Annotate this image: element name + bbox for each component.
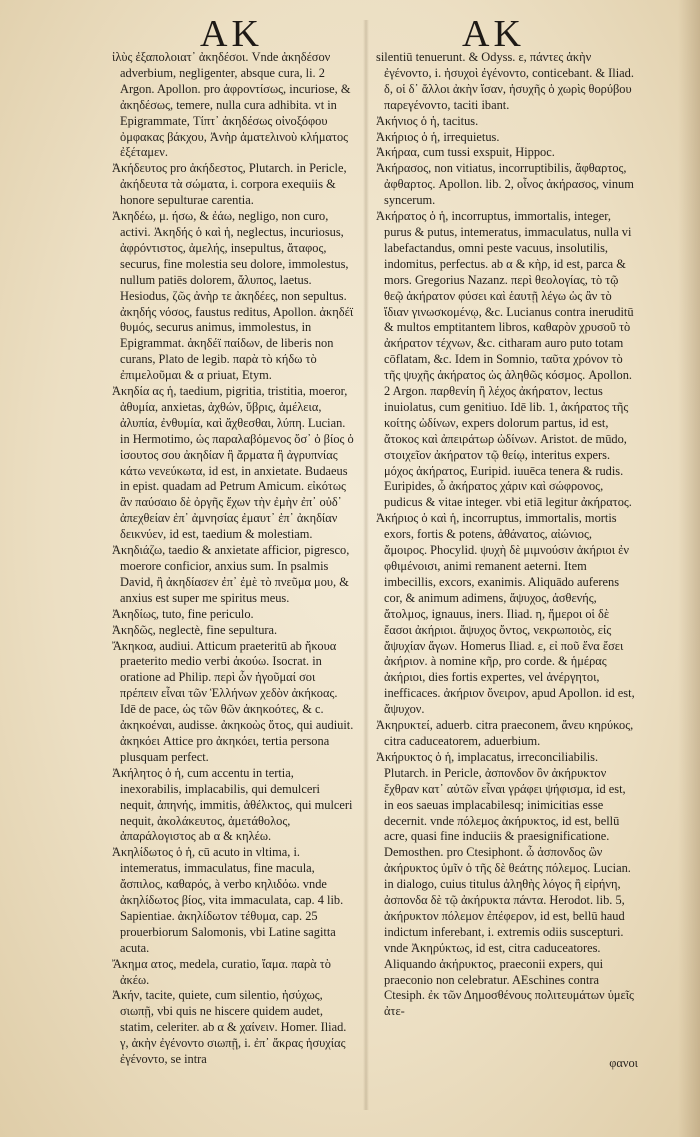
entry-text: Ἀκήριος ὁ καὶ ἡ, incorruptus, immortalis, mortis exors, fortis & potens, ἀθάνατος, αἰώνιος, ἄμοιρος. Phocylid. ψυχὴ δὲ μιμνούσιν ἀκήριοι ἐν φθιμένοισι, animi remanent aeterni. Item imbecillis, excors, exanimis. Aliquādo auferens cor, & animum adimens, ἄψυχος, ἀσθενής, ἄτολμος, ignauus, iners. Iliad. η, ἥμεροι οἱ δὲ ἔασοι ἀκήριοι. ἄψυχος ὄντος, νεκρωποιὸς, εἰς ἄψυχίαν ἄγων. Homerus Iliad. ε, εἰ ποῦ ἕνα ἔσει ἀκήριον. à nomine κῆρ, pro corde. & ἡμέρας ἀκήριοι, dies fortis expertes, vel ἀνέργητοι, inefficaces. ἀκήριον ὄνειρον, apud Apollon. id est, ἄψυχον. (376, 511, 635, 717)
entry-text: Ἀκήρυκτος ὁ ἡ, implacatus, irreconciliabilis. Plutarch. in Pericle, ἀσπονδον ὂν ἀκήρυκτον ἔχθραν κατ᾽ αὐτῶν εἶναι γράφει ψήφισμα, id est, in eos saeuas implacabilesq; inimicitias esse decernit. vnde πόλεμος ἀκήρυκτος, id est, bellū acre, quasi fine induciis & praesignificatione. Demosthen. pro Ctesiphont. ὦ ἀσπονδος ὢν ἀκήρυκτος ὑμῖν ὁ τῆς δὲ θεάτης πόλεμος. Lucian. in dialogo, cuius titulus ἀληθὴς λόγος ἢ εἰρήνη, ἀσπονδα δὲ τῷ ἀκήρυκτα πάντα. Herodot. lib. 5, ἀκήρυκτον πόλεμον ἐπέφερον, id est, bellū haud indictum inferebant, i. extremis odiis suscepturi. vnde Ἀκηρύκτως, id est, citra caduceatores. Aliquando ἀκήρυκτος, praeconii expers, qui praeconio non celebratur. AEschines contra Ctesiph. ἐκ τῶν Δημοσθένους πολιτευμάτων ὑμεῖς ἀτε- (376, 749, 634, 1019)
entry-text: silentiū tenuerunt. & Odyss. ε, πάντες ἀκὴν ἐγένοντο, i. ἡσυχοὶ ἐγένοντο, conticebant. & Iliad. δ, οἱ δ᾽ ἄλλοι ἀκὴν ἴσαν, ἡσυχῆς ὁ χωρὶς θορύβου παρεγένοντο, taciti ibant. (376, 50, 634, 112)
entry-text: Ἀκήν, tacite, quiete, cum silentio, ἡσύχως, σιωπῇ, vbi quis ne hiscere quidem audet, statim, celeriter. ab α & χαίνειν. Homer. Iliad. γ, ἀκὴν ἐγένοντο σιωπῇ, i. ἐπ᾽ ἄκρας ἡσυχίας ἐγένοντο, se intra (112, 988, 347, 1067)
entry-text: Ἀκηδία ας ἡ, taedium, pigritia, tristitia, moeror, ἀθυμία, anxietas, ἀχθών, ὕβρις, ἀμέλεια, ἀλυπία, ἐνθυμία, καὶ ἄχθεσθαι, λύπη. Lucian. in Hermotimo, ὡς παραλαβόμενος ὅσ᾽ ὁ βίος ὁ ἰσουτος σου ἀκηδίαν ἢ ἄρματα ἢ ἀγρυπνίας κάτω νενεύκωτα, id est, in anxietate. Budaeus in epist. quadam ad Petrum Amicum. εἰκότως ἂν παύσαιο δὲ ὀργῆς ἔχων τὴν ἐμὴν ἐπ᾽ οὐδ᾽ ἀπεχθείαν ἐπ᾽ ἀμνησίας ἐμαυτ᾽ ἐπ᾽ ἀκηδίαν δεικνύεν, id est, taedium & molestiam. (112, 384, 354, 542)
entry-text: Ἀκηρυκτεί, aduerb. citra praeconem, ἄνευ κηρύκος, citra caduceatorem, aduerbium. (376, 718, 634, 748)
entry-text: Ἀκήρατος ὁ ἡ, incorruptus, immortalis, integer, purus & putus, intemeratus, immaculatus, nulla vi labefactandus, omni peste vacuus, insolutilis, indomitus, perfectus. ab α & κὴρ, id est, parca & mors. Gregorius Nazanz. περὶ θεολογίας, τὸ τῷ θεῷ ἀκήρατον φύσει καὶ ἑαυτῇ λέγω ὡς ἂν τὸ ἴδιαν γινωσκομένῳ, &c. Lucianus contra ineruditū & multos emptitantem libros, καθαρὸν χρυσοῦ τὸ ἀκήρατον τέχνων, &c. citharam auro puto totam cōflatam, &c. Idem in Somnio, ταῦτα χρόνον τὸ τῆς ψυχῆς ἀκήρατος ὡς ἀληθῶς κόσμος. Apollon. 2 Argon. παρθενίη ἢ λέχος ἀκήρατον, lectus inuiolatus, cum genitiuo. Idē lib. 1, ἀκήρατος τῆς κοίτης ὠδίνων, expers dolorum partus, id est, ἄτοκος καὶ ἀπειράτωρ ὠδίνων. Aristot. de mūdo, στοιχεῖον ἀκήρατον τῷ θείῳ, interitus expers. μόχος ἀκήρατος, Euripid. iuuēca tenera & rudis. Euripides, ὦ ἀκήρατος χάριν καὶ σώφρονος, pudicus & vitae integer. vbi etiā legitur ἀκήρατος. (376, 209, 634, 510)
left-column (112, 50, 356, 1068)
entry-text: Ἀκήδευτος pro ἀκήδεστος, Plutarch. in Pericle, ἀκήδευτα τὰ σώματα, i. corpora exequiis & honore sepulturae carentia. (112, 161, 347, 208)
running-head-right: AK (462, 13, 525, 55)
entry-text: Ἀκήραα, cum tussi exspuit, Hippoc. (376, 145, 555, 160)
entry-text: Ἀκηδιάζω, taedio & anxietate afficior, pigresco, moerore conficior, anxius sum. In psalmis David, ἢ ἀκηδίασεν ἐπ᾽ ἐμὲ τὸ πνεῦμα μου, & anxius est super me spiritus meus. (112, 543, 350, 605)
entry-text: Ἀκηδέω, μ. ήσω, & ἐάω, negligo, non curo, activi. Ἀκηδής ὁ καὶ ἡ, neglectus, incuriosus, ἀφρόντιστος, ἀμελής, insepultus, ἄταφος, securus, fine molestia seu dolore, immolestus, nullum patiēs dolorem, ἄλυπος, laetus. Hesiodus, ζῶς ἀνὴρ τε ἀκηδέες, non sepultus. ἀκηδής νόσος, faustus reditus, Apollon. ἀκηδέϊ θυμός, securus animus, immolestus, in Epigrammat. ἀκηδέϊ παίδων, de liberis non curans, Plato de legib. παρὰ τὸ κήδω τὸ ἐπιμελοῦμαι & α priuat, Etym. (112, 209, 354, 383)
running-head-left: AK (200, 13, 263, 55)
right-column (376, 50, 638, 1020)
catchword: φανοι (609, 1056, 638, 1070)
entry-text: ἰλὺς ἐξαπολοιατ᾽ ἀκηδέσοι. Vnde ἀκηδέσον adverbium, negligenter, absque cura, li. 2 Argon. Apollon. pro ἀφροντίσως, incuriose, & ἀκηδέσως, temere, nulla cura adhibita. vt in Epigrammate, Τίπτ᾽ ἀκηδέσως οἰνοξόφου ὀμφακας βάκχου, Ἀνὴρ ἀματελινοὺ κλήματος ἐξέταμεν. (112, 50, 351, 160)
entry-text: Ἀκηδίως, tuto, fine periculo. (112, 606, 254, 621)
entry-text: Ἀκήρασος, non vitiatus, incorruptibilis, ἄφθαρτος, ἀφθαρτος. Apollon. lib. 2, οἶνος ἀκήρασος, vinum syncerum. (376, 161, 634, 208)
column-gutter (363, 20, 369, 1110)
entry-text: Ἀκηδῶς, neglectè, fine sepultura. (112, 622, 278, 637)
entry-text: Ἀκηλίδωτος ὁ ἡ, cū acuto in vltima, i. intemeratus, immaculatus, fine macula, ἄσπιλος, καθαρός, à verbo κηλιδόω. vnde ἀκηλίδωτος βίος, vita immaculata, cap. 4 lib. Sapientiae. ἀκηλίδωτον τέθυμα, cap. 25 prouerbiorum Salomonis, vbi Latine sagitta acuta. (112, 845, 344, 955)
entry-text: Ἄκημα ατος, medela, curatio, ἴαμα. παρὰ τὸ ἀκέω. (112, 956, 331, 987)
entry-text: Ἄκηκοα, audiui. Atticum praeteritū ab ἤκουα praeterito medio verbi ἀκούω. Isocrat. in oratione ad Philip. περὶ ὧν ἡγοῦμαί σοι πρέπειν εἶναι τῶν Ἑλλήνων χεδὸν ἀκήκοας. Idē de pace, ὡς τῶν θῶν ἀκηκοότες, & c. ἀκηκοέναι, audisse. ἀκηκοὼς ὅτος, qui audiuit. ἀκηκόει Attice pro ἀκηκόει, tertia persona plusquam perfect. (112, 638, 354, 764)
entry-text: Ἀκήλητος ὁ ἡ, cum accentu in tertia, inexorabilis, implacabilis, qui demulceri nequit, ἀπηνής, immitis, ἀθέλκτος, qui mulceri nequit, ἀκολάκευτος, ἀμετάθολος, ἀπαράλογιστος ab α & κηλέω. (112, 765, 353, 844)
entry-text: Ἀκήνιος ὁ ἡ, tacitus. (376, 113, 479, 128)
entry-text: Ἀκήριος ὁ ἡ, irrequietus. (376, 129, 500, 144)
page-edge-shadow (678, 0, 700, 1137)
